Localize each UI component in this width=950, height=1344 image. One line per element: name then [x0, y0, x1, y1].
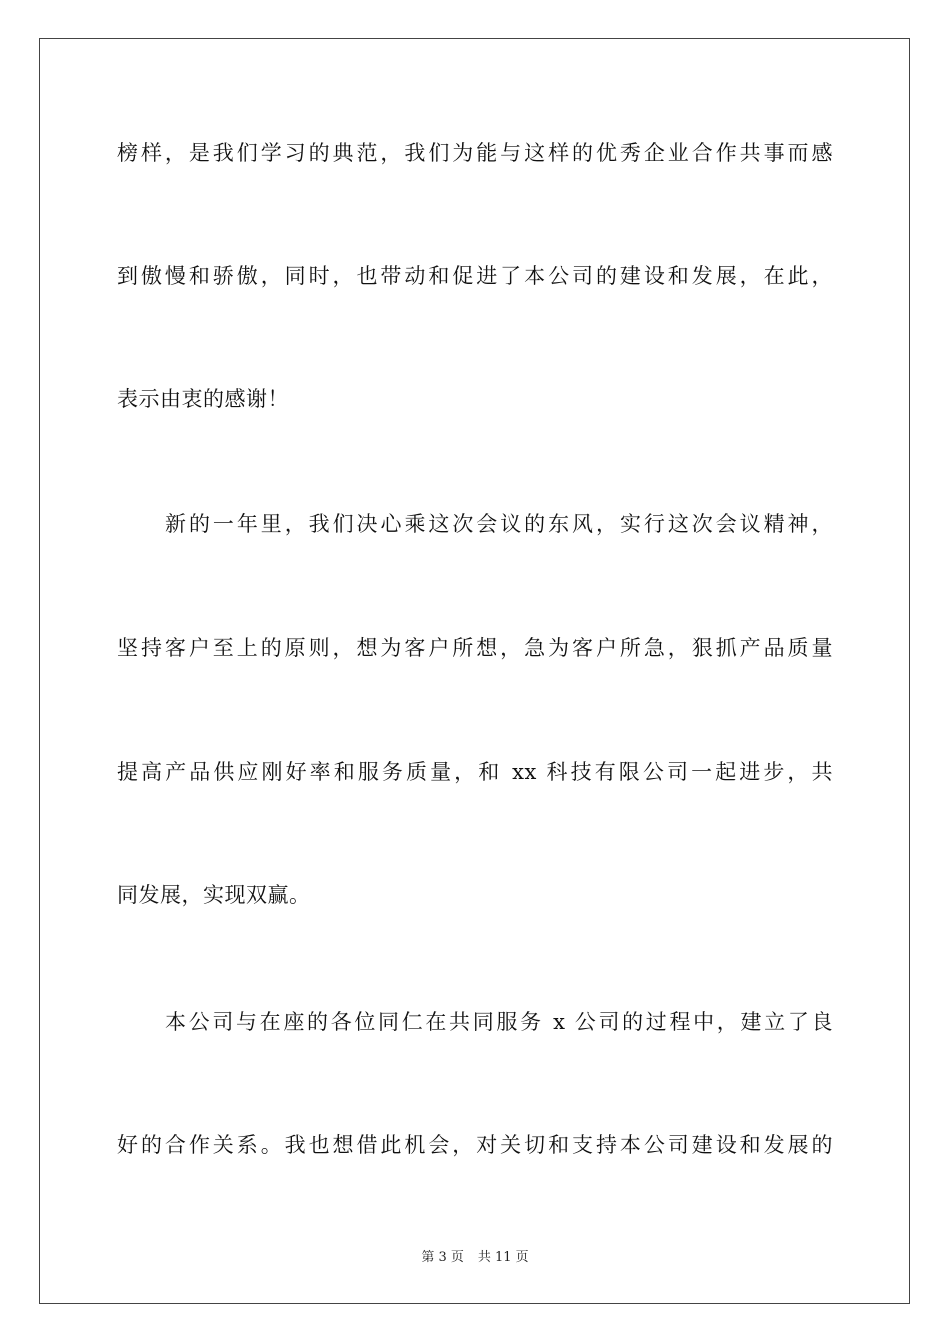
- page-border: [39, 38, 910, 1304]
- paragraph-line-6: 提高产品供应刚好率和服务质量，和 xx 科技有限公司一起进步，共: [117, 760, 833, 784]
- page-footer: [0, 1246, 950, 1265]
- paragraph-line-3: 表示由衷的感谢！: [117, 387, 289, 411]
- paragraph-line-1: 榜样，是我们学习的典范，我们为能与这样的优秀企业合作共事而感: [117, 141, 833, 165]
- paragraph-line-9: 好的合作关系。我也想借此机会，对关切和支持本公司建设和发展的: [117, 1133, 833, 1157]
- page-number: 第 3 页: [421, 1250, 464, 1265]
- paragraph-line-4: 新的一年里，我们决心乘这次会议的东风，实行这次会议精神，: [165, 512, 833, 536]
- paragraph-line-5: 坚持客户至上的原则，想为客户所想，急为客户所急，狠抓产品质量: [117, 636, 833, 660]
- page-total: 共 11 页: [477, 1250, 529, 1265]
- paragraph-line-7: 同发展，实现双赢。: [117, 883, 311, 907]
- paragraph-line-8: 本公司与在座的各位同仁在共同服务 x 公司的过程中，建立了良: [165, 1010, 833, 1034]
- paragraph-line-2: 到傲慢和骄傲，同时，也带动和促进了本公司的建设和发展，在此，: [117, 264, 833, 288]
